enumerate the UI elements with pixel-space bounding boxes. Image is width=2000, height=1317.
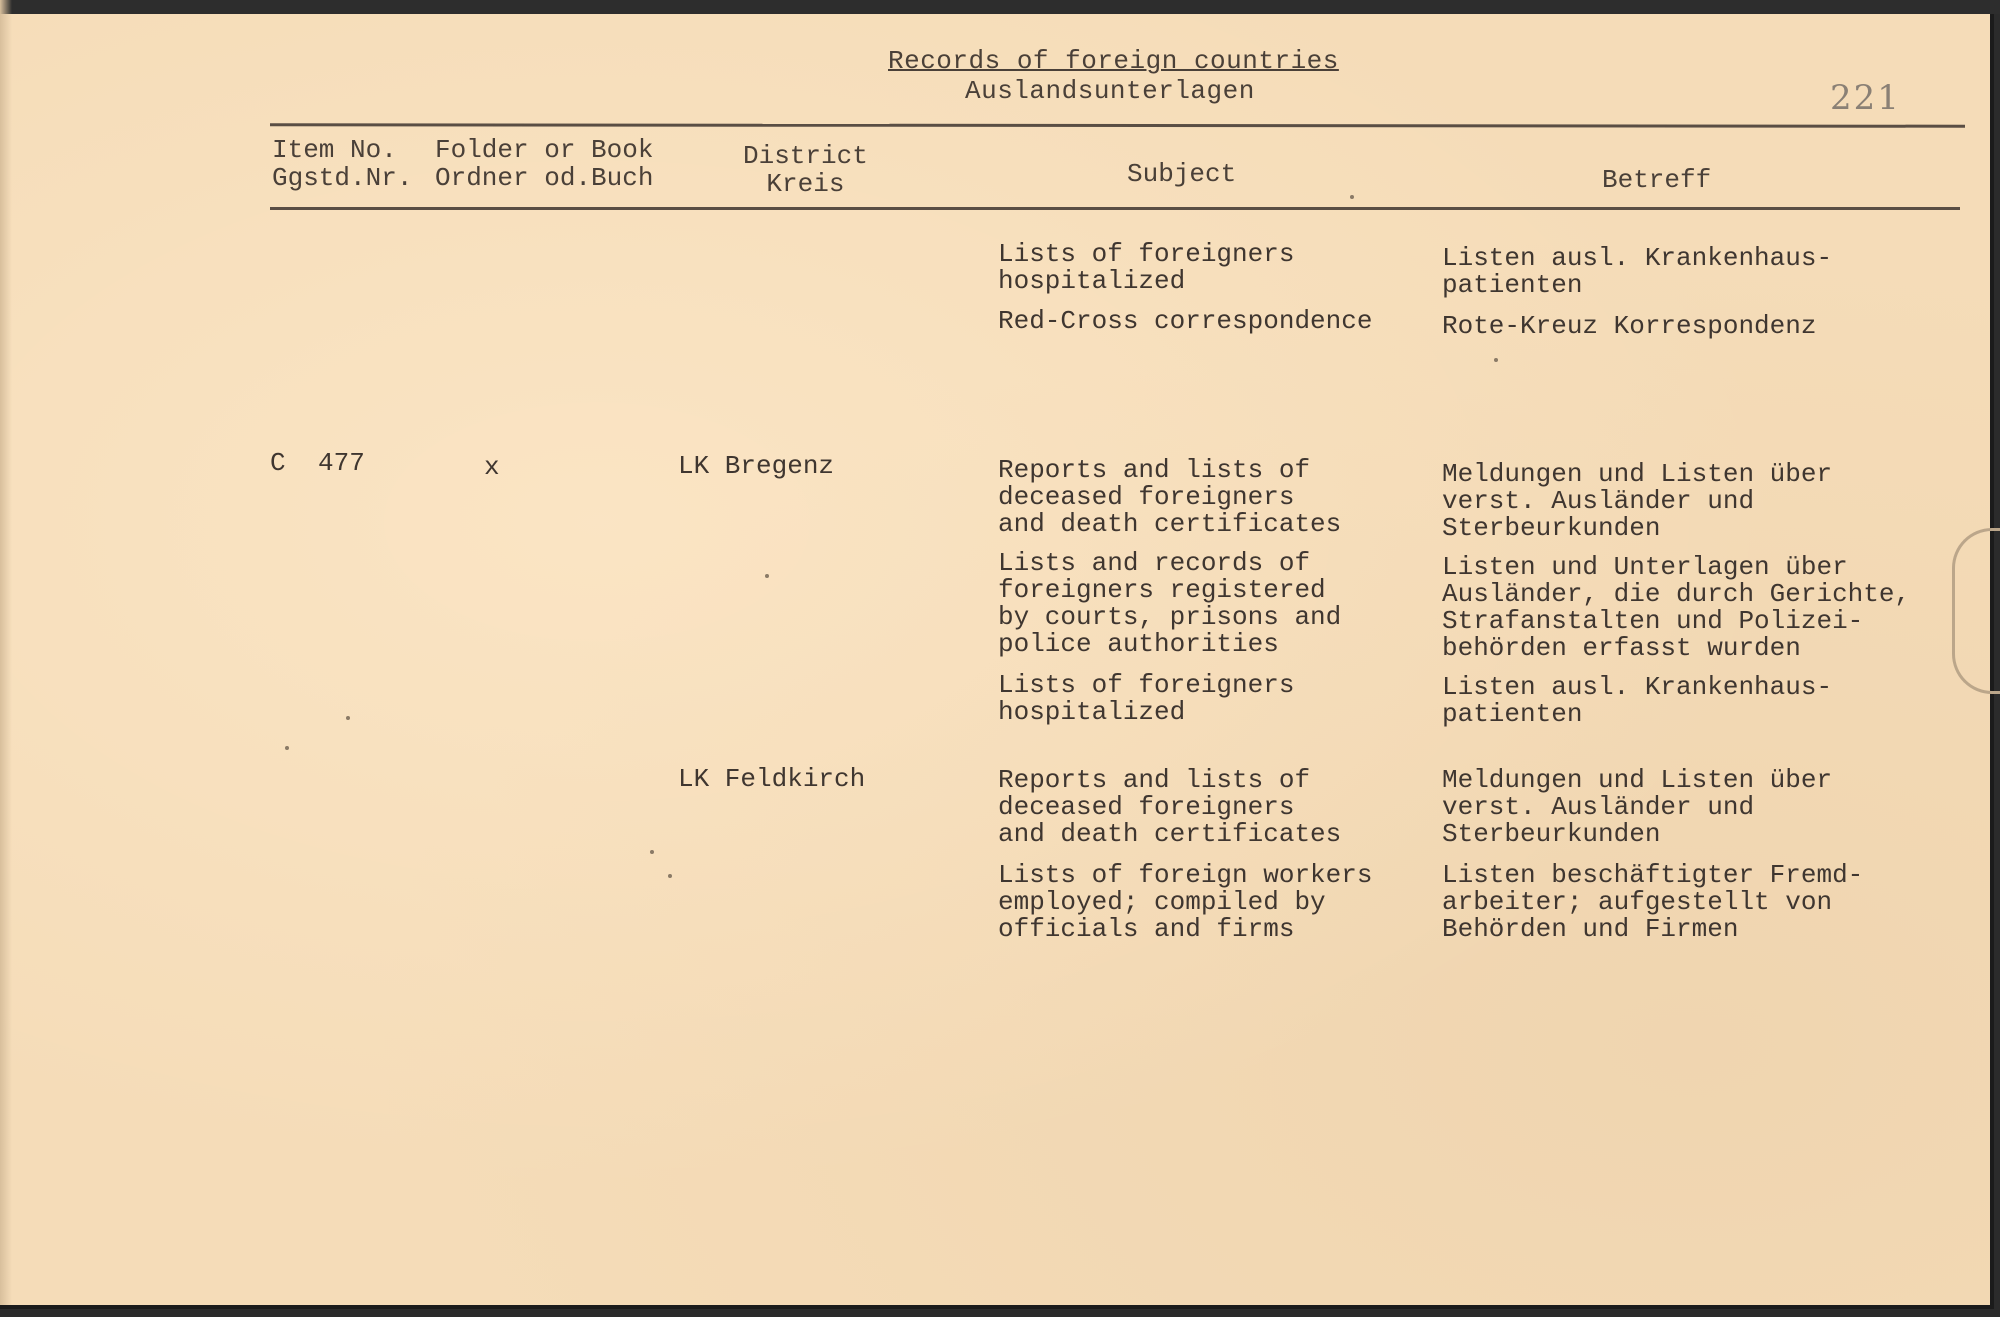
betreff-cell: Listen beschäftigter Fremd- arbeiter; aufgestellt von Behörden und Firmen: [1442, 860, 1864, 944]
paper-speck: [1494, 358, 1498, 362]
column-header-district: District Kreis: [743, 141, 868, 199]
district-cell: LK Bregenz: [678, 451, 835, 481]
header-bottom-rule: [270, 207, 1960, 210]
paper-speck: [668, 874, 672, 878]
subject-cell: Reports and lists of deceased foreigners and death certificates: [998, 455, 1342, 539]
subject-cell: Lists of foreigners hospitalized: [998, 670, 1295, 727]
title-english: Records of foreign countries: [888, 46, 1339, 76]
scan-top-border: [0, 0, 2000, 14]
betreff-cell: Rote-Kreuz Korrespondenz: [1442, 311, 1817, 341]
column-header-item-no: Item No. Ggstd.Nr.: [272, 135, 413, 193]
betreff-cell: Listen ausl. Krankenhaus- patienten: [1442, 672, 1833, 729]
header-top-rule: [270, 123, 1965, 127]
page-left-edge: [0, 0, 12, 1305]
district-cell: LK Feldkirch: [678, 764, 866, 794]
subject-cell: Lists and records of foreigners registered by courts, prisons and police authorities: [998, 548, 1342, 659]
title-german: Auslandsunterlagen: [965, 76, 1255, 106]
item-number: 477: [318, 448, 365, 478]
paper-speck: [1350, 195, 1354, 199]
subject-cell: Red-Cross correspondence: [998, 306, 1373, 336]
paper-speck: [285, 746, 289, 750]
subject-cell: Lists of foreign workers employed; compiled by officials and firms: [998, 860, 1373, 944]
subject-cell: Reports and lists of deceased foreigners and death certificates: [998, 765, 1342, 849]
column-header-folder-or-book: Folder or Book Ordner od.Buch: [435, 135, 654, 193]
betreff-cell: Listen ausl. Krankenhaus- patienten: [1442, 243, 1833, 300]
paper-clip: [1952, 528, 2000, 694]
paper-speck: [765, 574, 769, 578]
folder-or-book-cell: x: [484, 452, 500, 482]
column-header-betreff: Betreff: [1602, 165, 1712, 195]
column-header-subject: Subject: [1127, 159, 1237, 189]
betreff-cell: Listen und Unterlagen über Ausländer, die durch Gerichte, Strafanstalten und Polizei- behörden erfasst wurden: [1442, 552, 1911, 663]
paper-speck: [346, 716, 350, 720]
subject-cell: Lists of foreigners hospitalized: [998, 239, 1295, 296]
paper-speck: [650, 850, 654, 854]
betreff-cell: Meldungen und Listen über verst. Ausländer und Sterbeurkunden: [1442, 765, 1833, 849]
page-number: 221: [1830, 78, 1901, 118]
betreff-cell: Meldungen und Listen über verst. Ausländer und Sterbeurkunden: [1442, 459, 1833, 543]
item-prefix: C: [270, 448, 286, 478]
